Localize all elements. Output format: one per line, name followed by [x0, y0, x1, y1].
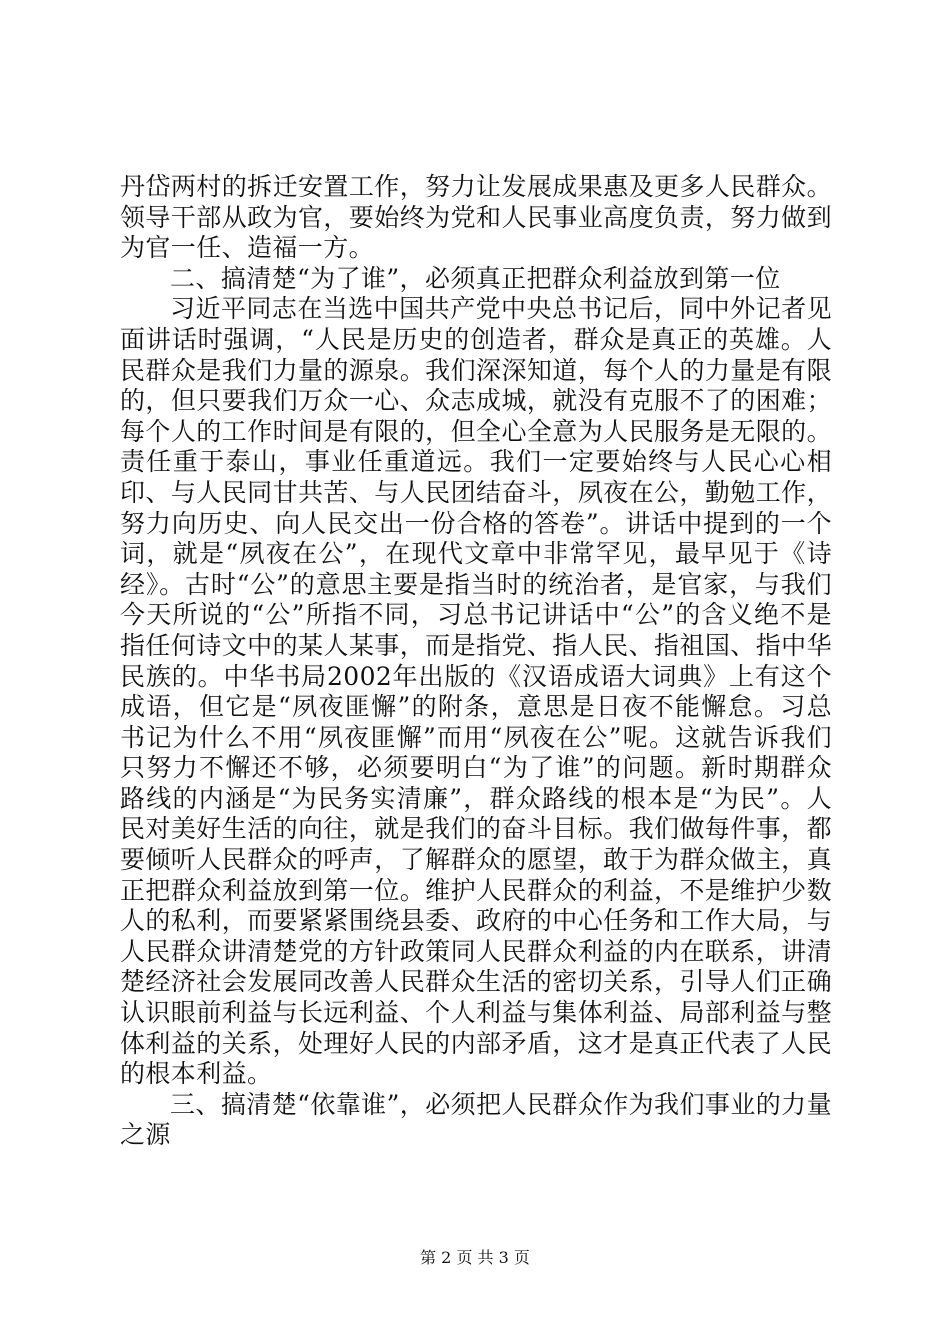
- section-heading-two: 二、搞清楚“为了谁”，必须真正把群众利益放到第一位: [170, 263, 781, 293]
- paragraph-continuation: 丹岱两村的拆迁安置工作，努力让发展成果惠及更多人民群众。领导干部从政为官，要始终为党和人民事业高度负责，努力做到为官一任、造福一方。: [120, 172, 832, 263]
- paragraph-body: 习近平同志在当选中国共产党中央总书记后，同中外记者见面讲话时强调，“人民是历史的创造者，群众是真正的英雄。人民群众是我们力量的源泉。我们深深知道，每个人的力量是有限的，但只要我们万众一心、众志成城，就没有克服不了的困难；每个人的工作时间是有限的，但全心全意为人民服务是无限的。责任重于泰山，事业任重道远。我们一定要始终与人民心心相印、与人民同甘共苦、与人民团结奋斗，夙夜在公，勤勉工作，努力向历史、向人民交出一份合格的答卷”。讲话中提到的一个词，就是“夙夜在公”，在现代文章中非常罕见，最早见于《诗经》。古时“公”的意思主要是指当时的统治者，是官家，与我们今天所说的“公”所指不同，习总书记讲话中“公”的含义绝不是指任何诗文中的某人某事，而是指党、指人民、指祖国、指中华民族的。中华书局2002年出版的《汉语成语大词典》上有这个成语，但它是“夙夜匪懈”的附条，意思是日夜不能懈怠。习总书记为什么不用“夙夜匪懈”而用“夙夜在公”呢。这就告诉我们只努力不懈还不够，必须要明白“为了谁”的问题。新时期群众路线的内涵是“为民务实清廉”，群众路线的根本是“为民”。人民对美好生活的向往，就是我们的奋斗目标。我们做每件事，都要倾听人民群众的呼声，了解群众的愿望，敢于为群众做主，真正把群众利益放到第一位。维护人民群众的利益，不是维护少数人的私利，而要紧紧围绕县委、政府的中心任务和工作大局，与人民群众讲清楚党的方针政策同人民群众利益的内在联系，讲清楚经济社会发展同改善人民群众生活的密切关系，引导人们正确认识眼前利益与长远利益、个人利益与集体利益、局部利益与整体利益的关系，处理好人民的内部矛盾，这才是真正代表了人民的根本利益。: [120, 294, 832, 1089]
- document-body: [120, 172, 832, 1151]
- page-footer: 第 2 页 共 3 页: [420, 1248, 530, 1267]
- section-heading-three: 三、搞清楚“依靠谁”，必须把人民群众作为我们事业的力量之源: [120, 1089, 832, 1150]
